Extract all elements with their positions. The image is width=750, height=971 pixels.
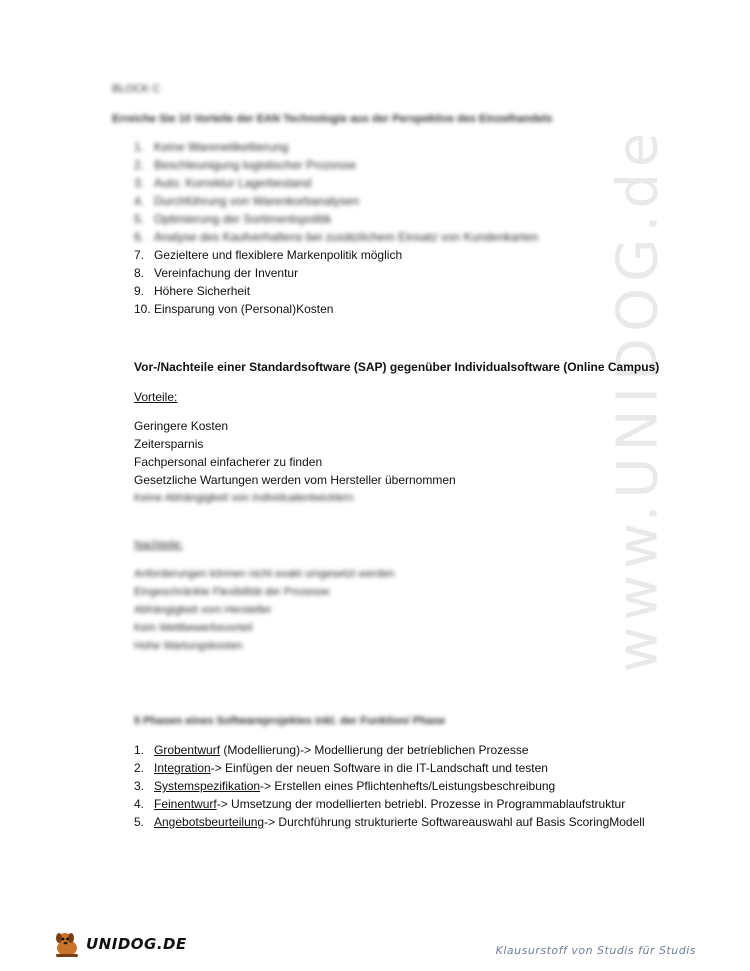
list-item: 7. Gezieltere und flexiblere Markenpolitik möglich [134,248,403,262]
list-item: 4. Feinentwurf-> Umsetzung der modellierten betriebl. Prozesse in Programmablaufstruktur [134,797,626,811]
logo-text: UNIDOG.DE [86,935,187,953]
phases-list [134,741,645,831]
block-question: Erreiche Sie 10 Vorteile der EAN Technologie aus der Perspektive des Einzelhandels [112,113,553,125]
dog-mascot-icon [52,929,82,959]
watermark: www.UNIDOG.de [605,126,671,673]
list-item: 8. Vereinfachung der Inventur [134,266,299,280]
list-item: 10. Einsparung von (Personal)Kosten [134,302,334,316]
ean-advantages-list [134,138,538,318]
nachteil-item: Eingeschränkte Flexibilität der Prozesse [134,586,330,598]
section2-heading: Vor-/Nachteile einer Standardsoftware (SAP) gegenüber Individualsoftware (Online Campus) [134,360,660,374]
section3-heading: 5 Phasen eines Softwareprojektes inkl. der Funktion/ Phase [134,715,446,727]
nachteil-item: Kein Wettbewerbsvorteil [134,622,253,634]
vorteil-item: Gesetzliche Wartungen werden vom Hersteller übernommen [134,473,456,487]
phase-term: Grobentwurf [154,743,221,757]
phase-term: Integration [154,761,211,775]
nachteil-item: Abhängigkeit vom Hersteller [134,604,272,616]
block-label: BLOCK C [112,83,161,95]
phase-term: Feinentwurf [154,797,217,811]
nachteile-label: Nachteile: [134,539,183,551]
nachteil-item: Anforderungen können nicht exakt umgesetzt werden [134,568,395,580]
footer-tagline: Klausurstoff von Studis für Studis [495,944,696,957]
list-item: 3. Auto. Korrektur Lagerbestand [134,176,312,190]
vorteil-item: Keine Abhängigkeit von Individualentwicklern [134,492,354,504]
list-item: 1. Grobentwurf (Modellierung)-> Modellierung der betrieblichen Prozesse [134,743,529,757]
list-item: 1. Keine Warenetikettierung [134,140,289,154]
list-item: 9. Höhere Sicherheit [134,284,251,298]
phase-term: Systemspezifikation [154,779,261,793]
vorteil-item: Fachpersonal einfacherer zu finden [134,455,323,469]
list-item: 2. Integration-> Einfügen der neuen Software in die IT-Landschaft und testen [134,761,548,775]
list-item: 6. Analyse des Kaufverhaltens bei zusätzlichem Einsatz von Kundenkarten [134,230,539,244]
unidog-logo [52,928,187,960]
vorteil-item: Geringere Kosten [134,419,229,433]
list-item: 4. Durchführung von Warenkorbanalysen [134,194,360,208]
list-item: 2. Beschleunigung logistischer Prozesse [134,158,357,172]
list-item: 5. Angebotsbeurteilung-> Durchführung strukturierte Softwareauswahl auf Basis ScoringModell [134,815,645,829]
vorteile-label: Vorteile: [134,390,178,404]
list-item: 5. Optimierung der Sortimentspolitik [134,212,332,226]
vorteil-item: Zeitersparnis [134,437,204,451]
nachteil-item: Hohe Wartungskosten [134,640,243,652]
list-item: 3. Systemspezifikation-> Erstellen eines Pflichtenhefts/Leistungsbeschreibung [134,779,556,793]
phase-term: Angebotsbeurteilung [154,815,265,829]
